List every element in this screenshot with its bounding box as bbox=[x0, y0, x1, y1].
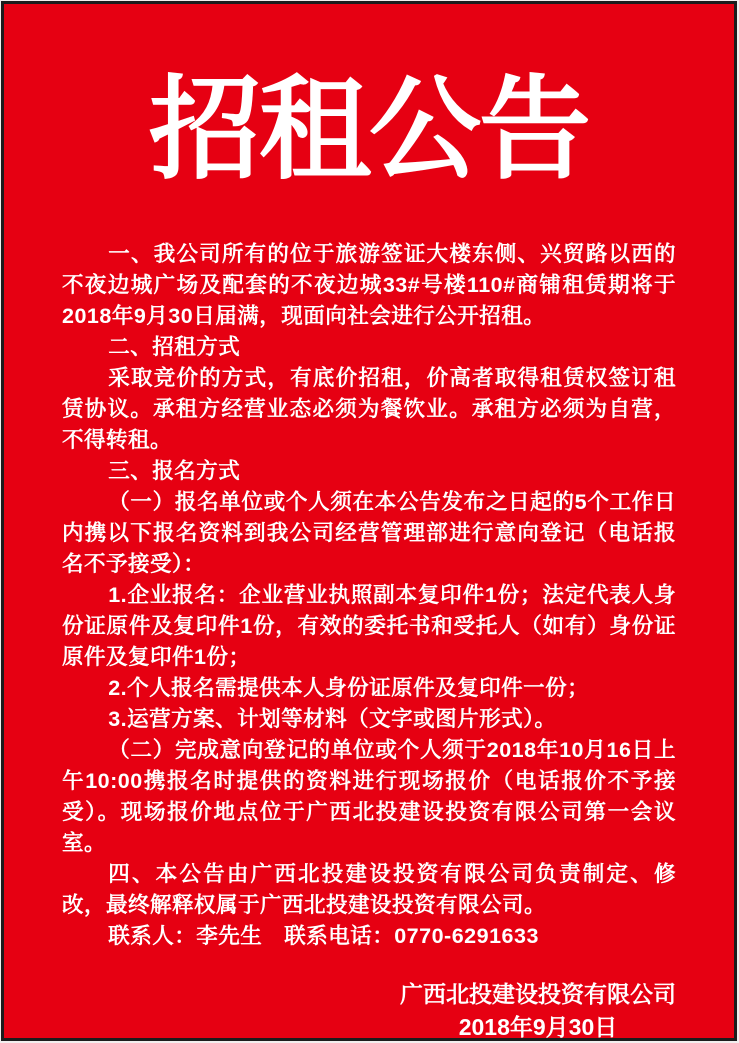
body-paragraph-interpretation: 四、本公告由广西北投建设投资有限公司负责制定、修改，最终解释权属于广西北投建设投资有限公司。 bbox=[62, 861, 676, 917]
section-heading-rental-method: 二、招租方式 bbox=[108, 334, 241, 359]
body-paragraph-individual-materials: 2.个人报名需提供本人身份证原件及复印件一份； bbox=[108, 675, 590, 700]
poster-title: 招租公告 bbox=[149, 64, 589, 195]
body-paragraph-plan-materials: 3.运营方案、计划等材料（文字或图片形式）。 bbox=[108, 706, 557, 731]
body-paragraph-intro: 一、我公司所有的位于旅游签证大楼东侧、兴贸路以西的不夜边城广场及配套的不夜边城33#号楼110#商铺租赁期将于2018年9月30日届满，现面向社会进行公开招租。 bbox=[62, 241, 676, 328]
signature-date: 2018年9月30日 bbox=[458, 1013, 618, 1040]
body-paragraph-registration-intro: （一）报名单位或个人须在本公告发布之日起的5个工作日内携以下报名资料到我公司经营管理部进行意向登记（电话报名不予接受）： bbox=[62, 489, 676, 576]
signature-company: 广西北投建设投资有限公司 bbox=[400, 980, 676, 1007]
contact-line: 联系人：李先生 联系电话：0770-6291633 bbox=[108, 923, 539, 948]
announcement-poster bbox=[1, 1, 737, 1041]
signature-block bbox=[400, 978, 676, 1041]
section-heading-registration: 三、报名方式 bbox=[108, 458, 241, 483]
body-paragraph-rental-method: 采取竞价的方式，有底价招租，价高者取得租赁权签订租赁协议。承租方经营业态必须为餐饮业。承租方必须为自营，不得转租。 bbox=[62, 365, 676, 452]
body-paragraph-bidding: （二）完成意向登记的单位或个人须于2018年10月16日上午10:00携报名时提供的资料进行现场报价（电话报价不予接受）。现场报价地点位于广西北投建设投资有限公司第一会议室。 bbox=[62, 737, 676, 855]
body-paragraph-company-materials: 1.企业报名：企业营业执照副本复印件1份；法定代表人身份证原件及复印件1份，有效的委托书和受托人（如有）身份证原件及复印件1份； bbox=[62, 582, 676, 669]
announcement-body bbox=[62, 239, 676, 952]
